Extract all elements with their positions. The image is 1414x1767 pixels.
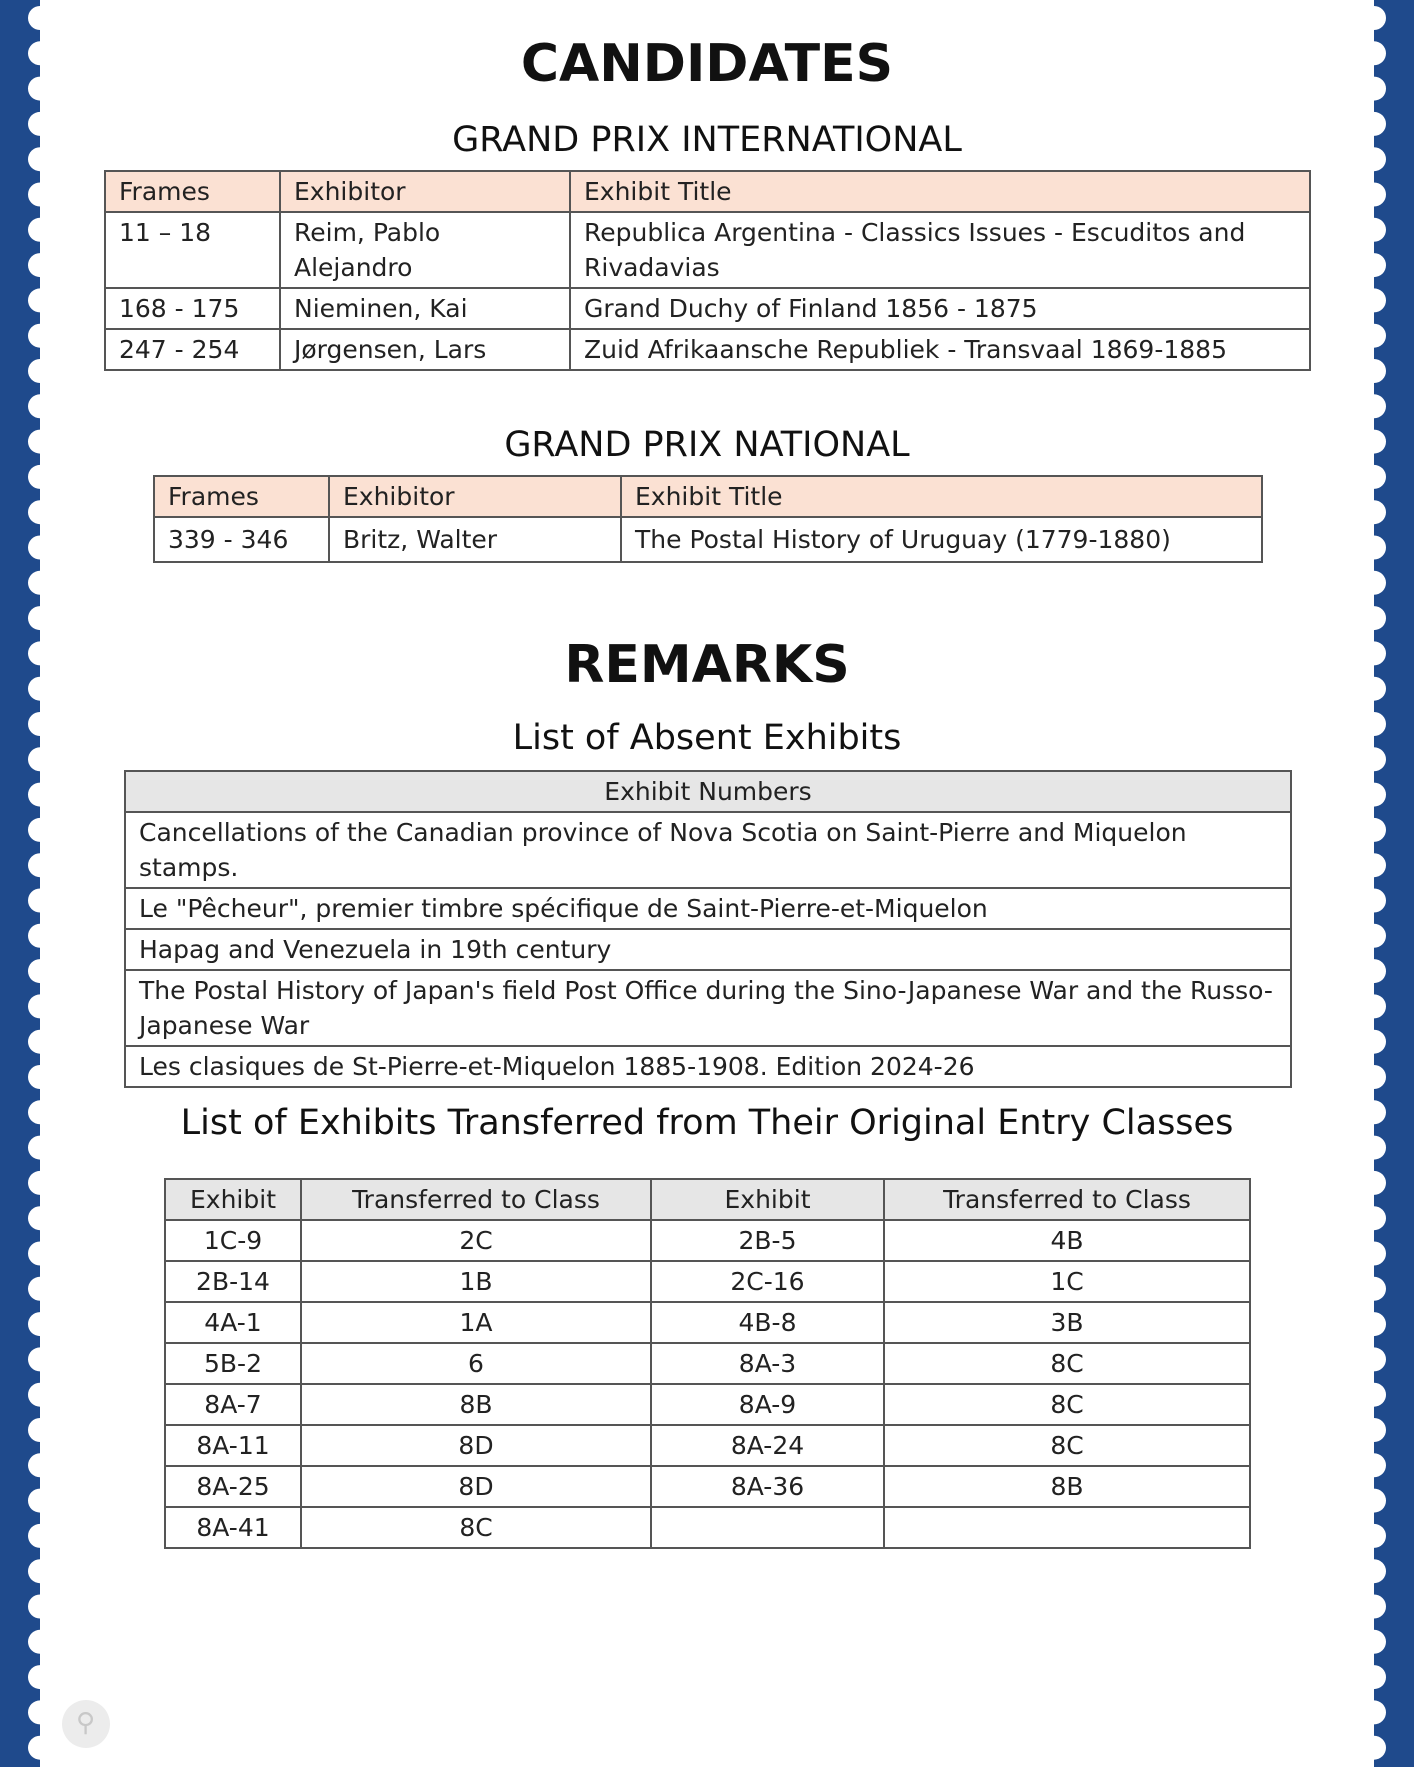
transferred-class-cell: 8C	[884, 1343, 1250, 1384]
perforation-holes	[1374, 0, 1414, 1767]
perforation-hole	[28, 783, 40, 807]
transferred-class-cell: 4B	[884, 1220, 1250, 1261]
perforation-hole	[28, 359, 40, 383]
perforation-hole	[1374, 1736, 1386, 1760]
transferred-class-cell: 1C	[884, 1261, 1250, 1302]
perforation-hole	[28, 853, 40, 877]
column-header: Exhibit	[651, 1179, 884, 1220]
perforation-hole	[1374, 1100, 1386, 1124]
exhibitor-cell: Jørgensen, Lars	[280, 329, 570, 370]
perforation-hole	[1374, 1065, 1386, 1089]
table-row	[165, 1384, 1250, 1425]
frames-cell: 168 - 175	[105, 288, 280, 329]
column-header: Frames	[105, 171, 280, 212]
exhibit-cell: 4B-8	[651, 1302, 884, 1343]
perforation-hole	[28, 712, 40, 736]
transferred-class-cell: 8B	[884, 1466, 1250, 1507]
perforation-hole	[1374, 571, 1386, 595]
exhibit-cell: 8A-41	[165, 1507, 301, 1548]
perforation-hole	[1374, 288, 1386, 312]
exhibit-cell: 2C-16	[651, 1261, 884, 1302]
perforation-hole	[1374, 1630, 1386, 1654]
exhibitor-cell: Reim, Pablo Alejandro	[280, 212, 570, 288]
perforation-hole	[28, 394, 40, 418]
perforation-hole	[28, 1277, 40, 1301]
transferred-class-cell: 1A	[301, 1302, 651, 1343]
perforation-hole	[28, 183, 40, 207]
perforation-hole	[28, 1524, 40, 1548]
transferred-class-cell: 8C	[884, 1425, 1250, 1466]
perforation-hole	[28, 1418, 40, 1442]
perforation-hole	[1374, 1453, 1386, 1477]
table-row	[165, 1466, 1250, 1507]
perforation-hole	[28, 6, 40, 30]
perforation-hole	[1374, 1595, 1386, 1619]
exhibitor-cell: Nieminen, Kai	[280, 288, 570, 329]
perforation-hole	[1374, 359, 1386, 383]
perforation-hole	[1374, 147, 1386, 171]
exhibit-cell: 8A-25	[165, 1466, 301, 1507]
perforation-hole	[28, 1665, 40, 1689]
perforation-hole	[1374, 677, 1386, 701]
transferred-class-cell: 8D	[301, 1466, 651, 1507]
stamp-perforation-right	[1374, 0, 1414, 1767]
perforation-hole	[1374, 500, 1386, 524]
perforation-hole	[1374, 959, 1386, 983]
perforation-hole	[1374, 1277, 1386, 1301]
perforation-hole	[28, 500, 40, 524]
column-header: Exhibit	[165, 1179, 301, 1220]
exhibit-title-cell: Zuid Afrikaansche Republiek - Transvaal 1869-1885	[570, 329, 1310, 370]
perforation-hole	[28, 1136, 40, 1160]
grand-prix-national-heading: GRAND PRIX NATIONAL	[504, 425, 910, 465]
perforation-hole	[1374, 183, 1386, 207]
column-header: Exhibit Title	[621, 476, 1262, 517]
absent-exhibit-cell: The Postal History of Japan's field Post Office during the Sino-Japanese War and the Russo-Japanese War	[125, 970, 1291, 1046]
exhibitor-cell: Britz, Walter	[329, 517, 621, 562]
transferred-class-cell: 2C	[301, 1220, 651, 1261]
perforation-hole	[28, 112, 40, 136]
perforation-hole	[28, 253, 40, 277]
perforation-hole	[28, 1312, 40, 1336]
grand-prix-international-heading: GRAND PRIX INTERNATIONAL	[452, 120, 962, 160]
perforation-holes	[0, 0, 40, 1767]
transferred-class-cell: 8C	[301, 1507, 651, 1548]
exhibit-title-cell: The Postal History of Uruguay (1779-1880)	[621, 517, 1262, 562]
perforation-hole	[28, 1030, 40, 1054]
perforation-hole	[28, 641, 40, 665]
perforation-hole	[28, 889, 40, 913]
perforation-hole	[28, 747, 40, 771]
watermark-icon: ⚲	[76, 1708, 96, 1738]
perforation-hole	[1374, 853, 1386, 877]
table-row	[125, 1046, 1291, 1087]
table-row	[125, 929, 1291, 970]
exhibit-cell: 8A-9	[651, 1384, 884, 1425]
perforation-hole	[28, 1595, 40, 1619]
table-row	[165, 1425, 1250, 1466]
exhibit-cell: 8A-11	[165, 1425, 301, 1466]
perforation-hole	[28, 147, 40, 171]
transferred-exhibits-table	[164, 1178, 1251, 1549]
table-row	[154, 517, 1262, 562]
perforation-hole	[1374, 818, 1386, 842]
perforation-hole	[1374, 1030, 1386, 1054]
perforation-hole	[1374, 394, 1386, 418]
perforation-hole	[28, 1242, 40, 1266]
perforation-hole	[1374, 1524, 1386, 1548]
perforation-hole	[28, 994, 40, 1018]
perforation-hole	[1374, 1136, 1386, 1160]
perforation-hole	[1374, 1206, 1386, 1230]
perforation-hole	[28, 1171, 40, 1195]
exhibit-cell: 8A-7	[165, 1384, 301, 1425]
exhibit-title-cell: Republica Argentina - Classics Issues - Escuditos and Rivadavias	[570, 212, 1310, 288]
perforation-hole	[1374, 465, 1386, 489]
absent-exhibit-cell: Les clasiques de St-Pierre-et-Miquelon 1885-1908. Edition 2024-26	[125, 1046, 1291, 1087]
remarks-title: REMARKS	[564, 635, 850, 695]
exhibit-cell: 2B-14	[165, 1261, 301, 1302]
watermark-logo	[62, 1700, 110, 1748]
perforation-hole	[1374, 112, 1386, 136]
exhibit-cell	[651, 1507, 884, 1548]
perforation-hole	[1374, 324, 1386, 348]
perforation-hole	[28, 1736, 40, 1760]
exhibit-cell: 8A-36	[651, 1466, 884, 1507]
exhibit-cell: 2B-5	[651, 1220, 884, 1261]
perforation-hole	[28, 924, 40, 948]
column-header: Exhibitor	[280, 171, 570, 212]
perforation-hole	[1374, 747, 1386, 771]
exhibit-title-cell: Grand Duchy of Finland 1856 - 1875	[570, 288, 1310, 329]
perforation-hole	[1374, 994, 1386, 1018]
perforation-hole	[28, 1383, 40, 1407]
absent-exhibits-heading: List of Absent Exhibits	[512, 718, 902, 758]
exhibit-cell: 8A-24	[651, 1425, 884, 1466]
absent-exhibit-cell: Cancellations of the Canadian province of Nova Scotia on Saint-Pierre and Miquelon stamps.	[125, 812, 1291, 888]
transferred-class-cell: 3B	[884, 1302, 1250, 1343]
perforation-hole	[1374, 1242, 1386, 1266]
column-header: Transferred to Class	[301, 1179, 651, 1220]
perforation-hole	[28, 571, 40, 595]
perforation-hole	[28, 1347, 40, 1371]
table-row	[165, 1220, 1250, 1261]
transferred-class-cell: 1B	[301, 1261, 651, 1302]
perforation-hole	[1374, 1559, 1386, 1583]
perforation-hole	[1374, 253, 1386, 277]
perforation-hole	[28, 1453, 40, 1477]
perforation-hole	[1374, 77, 1386, 101]
perforation-hole	[28, 1489, 40, 1513]
perforation-hole	[28, 324, 40, 348]
frames-cell: 339 - 346	[154, 517, 329, 562]
stamp-perforation-left	[0, 0, 40, 1767]
perforation-hole	[28, 1559, 40, 1583]
perforation-hole	[28, 430, 40, 454]
column-header: Exhibit Title	[570, 171, 1310, 212]
column-header: Exhibitor	[329, 476, 621, 517]
perforation-hole	[1374, 712, 1386, 736]
candidates-title: CANDIDATES	[520, 34, 894, 94]
exhibit-cell: 8A-3	[651, 1343, 884, 1384]
perforation-hole	[1374, 1171, 1386, 1195]
table-row	[125, 812, 1291, 888]
perforation-hole	[28, 218, 40, 242]
perforation-hole	[28, 818, 40, 842]
perforation-hole	[28, 1206, 40, 1230]
perforation-hole	[28, 288, 40, 312]
perforation-hole	[1374, 1700, 1386, 1724]
table-row	[125, 970, 1291, 1046]
document-page	[40, 0, 1374, 1767]
perforation-hole	[1374, 1418, 1386, 1442]
table-row	[105, 212, 1310, 288]
table-row	[165, 1343, 1250, 1384]
perforation-hole	[1374, 6, 1386, 30]
perforation-hole	[28, 1065, 40, 1089]
perforation-hole	[28, 606, 40, 630]
transferred-class-cell: 8B	[301, 1384, 651, 1425]
perforation-hole	[1374, 783, 1386, 807]
perforation-hole	[1374, 1489, 1386, 1513]
transferred-class-cell: 8D	[301, 1425, 651, 1466]
table-row	[105, 329, 1310, 370]
perforation-hole	[1374, 430, 1386, 454]
perforation-hole	[1374, 924, 1386, 948]
perforation-hole	[28, 77, 40, 101]
transferred-class-cell	[884, 1507, 1250, 1548]
perforation-hole	[1374, 1347, 1386, 1371]
frames-cell: 247 - 254	[105, 329, 280, 370]
frames-cell: 11 – 18	[105, 212, 280, 288]
perforation-hole	[1374, 1665, 1386, 1689]
grand-prix-national-table	[153, 475, 1263, 563]
perforation-hole	[28, 959, 40, 983]
perforation-hole	[1374, 889, 1386, 913]
perforation-hole	[28, 41, 40, 65]
absent-exhibits-table	[124, 770, 1292, 1088]
perforation-hole	[1374, 1383, 1386, 1407]
transferred-exhibits-heading: List of Exhibits Transferred from Their Original Entry Classes	[180, 1103, 1234, 1143]
absent-exhibit-cell: Hapag and Venezuela in 19th century	[125, 929, 1291, 970]
perforation-hole	[28, 465, 40, 489]
perforation-hole	[28, 536, 40, 560]
exhibit-cell: 5B-2	[165, 1343, 301, 1384]
table-row	[165, 1302, 1250, 1343]
perforation-hole	[1374, 1312, 1386, 1336]
table-row	[165, 1507, 1250, 1548]
exhibit-cell: 4A-1	[165, 1302, 301, 1343]
table-row	[125, 888, 1291, 929]
perforation-hole	[1374, 536, 1386, 560]
transferred-class-cell: 8C	[884, 1384, 1250, 1425]
exhibit-cell: 1C-9	[165, 1220, 301, 1261]
perforation-hole	[1374, 218, 1386, 242]
perforation-hole	[28, 677, 40, 701]
perforation-hole	[28, 1100, 40, 1124]
perforation-hole	[28, 1630, 40, 1654]
transferred-class-cell: 6	[301, 1343, 651, 1384]
perforation-hole	[1374, 41, 1386, 65]
perforation-hole	[1374, 606, 1386, 630]
absent-exhibit-cell: Le "Pêcheur", premier timbre spécifique de Saint-Pierre-et-Miquelon	[125, 888, 1291, 929]
column-header: Exhibit Numbers	[125, 771, 1291, 812]
perforation-hole	[1374, 641, 1386, 665]
column-header: Frames	[154, 476, 329, 517]
grand-prix-international-table	[104, 170, 1311, 371]
table-row	[105, 288, 1310, 329]
table-row	[165, 1261, 1250, 1302]
perforation-hole	[28, 1700, 40, 1724]
column-header: Transferred to Class	[884, 1179, 1250, 1220]
